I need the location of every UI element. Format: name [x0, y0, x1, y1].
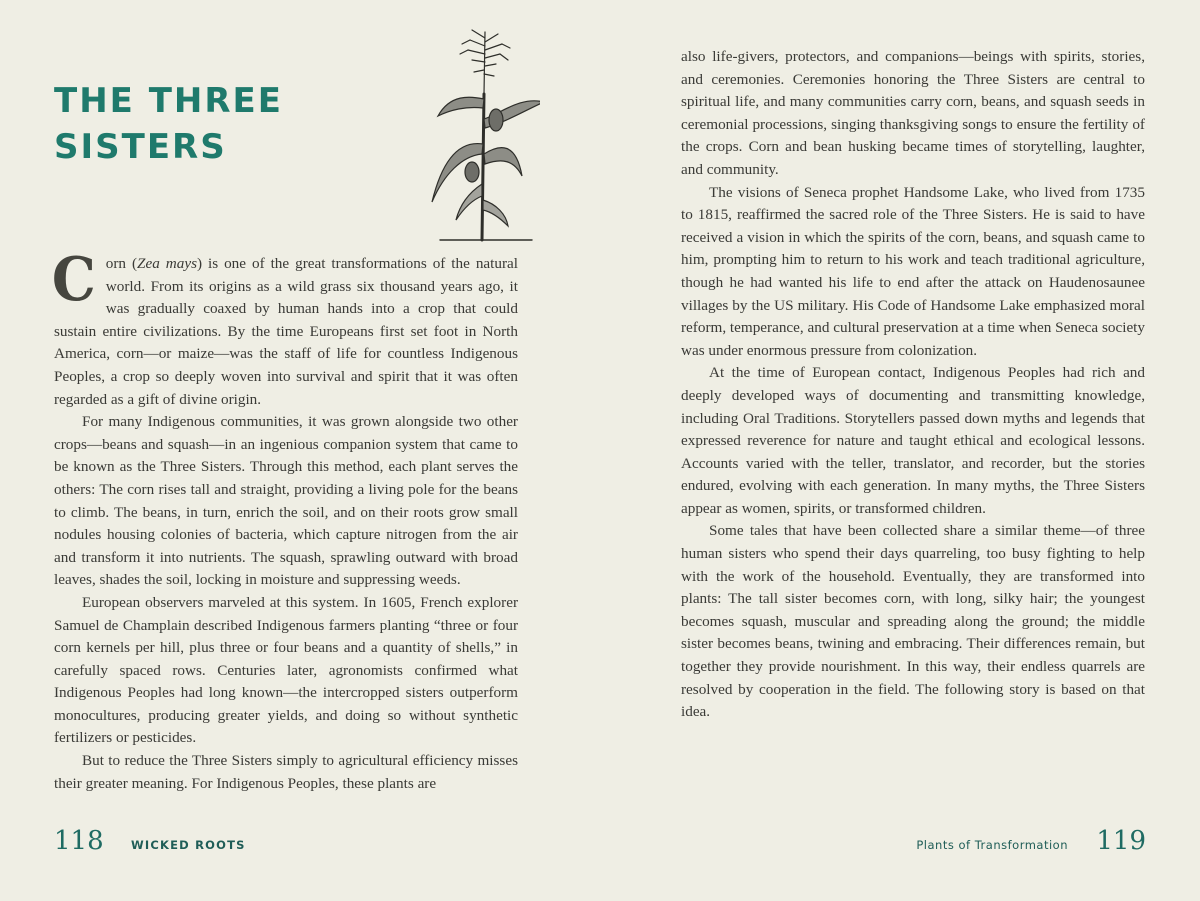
left-body-text — [51, 245, 518, 795]
page-number: 119 — [1096, 826, 1146, 856]
page-number: 118 — [54, 826, 104, 856]
paragraph: European observers marveled at this system. In 1605, French explorer Samuel de Champlain described Indigenous farmers planting “three or four corn kernels per hill, plus three or four beans and a quantity of shells,” in carefully spaced rows. Centuries later, agronomists confirmed what Indigenous Peoples had long known—the intercropped sisters outperform monocultures, producing greater yields, and doing so without synthetic fertilizers or pesticides. — [54, 593, 518, 747]
paragraph: For many Indigenous communities, it was grown alongside two other crops—beans and squash—in an ingenious companion system that came to be known as the Three Sisters. Through this method, each plant serves the others: The corn rises tall and straight, providing a living pole for the beans to climb. The beans, in turn, enrich the soil, and on their roots grow small nodules housing colonies of bacteria, which capture nitrogen from the air and transform it into nutrients. The squash, sprawling outward with broad leaves, shades the soil, locking in moisture and suppressing weeds. — [54, 413, 518, 589]
right-page — [600, 0, 1200, 901]
right-body-text — [681, 46, 1145, 724]
paragraph: The visions of Seneca prophet Handsome Lake, who lived from 1735 to 1815, reaffirmed the sacred role of the Three Sisters. He is said to have received a vision in which the spirits of the corn, beans, and squash came to him, prompting him to return to his work and teach traditional agriculture, though he had wanted his life to end after the attack on Haudenosaunee villages by the US military. His Code of Handsome Lake emphasized moral reform, temperance, and cultural preservation at a time when Seneca society was under enormous pressure from colonization. — [681, 183, 1145, 359]
chapter-title: THE THREE SISTERS — [54, 81, 283, 167]
paragraph: At the time of European contact, Indigenous Peoples had rich and deeply developed ways of documenting and transmitting knowledge, including Oral Traditions. Storytellers passed down myths and legends that expressed reverence for nature and taught ethical and ecological lessons. Accounts varied with the teller, translator, and recorder, but the stories endured, evolving with each generation. In many myths, the Three Sisters appear as women, spirits, or transformed children. — [681, 364, 1145, 517]
running-head: Plants of Transformation — [916, 838, 1068, 852]
corn-stalk-illustration — [410, 24, 540, 246]
paragraph: Some tales that have been collected share a similar theme—of three human sisters who spend their days quarreling, too busy fighting to help with the work of the household. Eventually, they are transformed into plants: The tall sister becomes corn, with long, silky hair; the youngest becomes squash, muscular and spreading along the ground; the middle sister becomes beans, twining and embracing. Their differences remain, but together they provide nourishment. In this way, their endless quarrels are resolved by cooperation in the field. The following story is based on that idea. — [681, 522, 1145, 721]
drop-cap: C — [51, 245, 96, 315]
scientific-name: Zea mays — [137, 255, 197, 272]
paragraph: But to reduce the Three Sisters simply to agricultural efficiency misses their greater meaning. For Indigenous Peoples, these plants are — [54, 752, 518, 792]
paragraph: also life-givers, protectors, and companions—beings with spirits, stories, and ceremonies. Ceremonies honoring the Three Sisters are central to spiritual life, and many communities carry corn, beans, and squash seeds in ceremonial processions, singing thanksgiving songs to ensure the fertility of the crops. Corn and bean husking became times of storytelling, laughter, and community. — [681, 48, 1145, 178]
running-head: WICKED ROOTS — [131, 838, 246, 852]
paragraph: Corn (Zea mays) is one of the great transformations of the natural world. From its origins as a wild grass six thousand years ago, it was gradually coaxed by human hands into a crop that could sustain entire civilizations. By the time Europeans first set foot in North America, corn—or maize—was the staff of life for countless Indigenous Peoples, a crop so deeply woven into survival and spirit that it was often regarded as a gift of divine origin. — [51, 245, 518, 408]
